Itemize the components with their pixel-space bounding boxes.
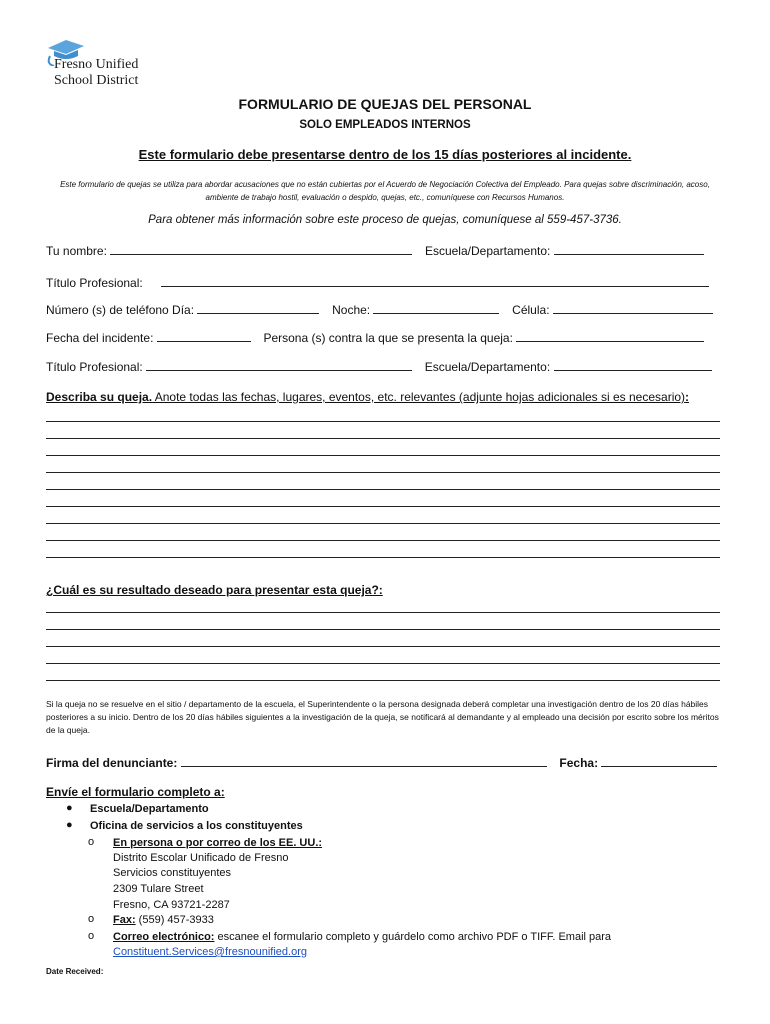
phone-day-field[interactable] <box>197 303 319 314</box>
form-title: FORMULARIO DE QUEJAS DEL PERSONAL <box>238 96 532 112</box>
title-label: Título Profesional: <box>46 276 143 290</box>
phone-cell-field[interactable] <box>553 303 713 314</box>
row-title-2 <box>46 360 726 374</box>
describe-line[interactable] <box>46 557 720 558</box>
mail-label: En persona o por correo de los EE. UU.: <box>113 837 323 849</box>
bullet-dot-icon: ● <box>66 819 73 831</box>
describe-line[interactable] <box>46 455 720 456</box>
signature-field[interactable] <box>181 756 547 767</box>
against-field[interactable] <box>516 331 704 342</box>
outcome-line[interactable] <box>46 629 720 630</box>
against-label: Persona (s) contra la que se presenta la queja: <box>263 331 513 345</box>
row-incident <box>46 331 726 345</box>
circle-bullet-icon: o <box>88 930 95 942</box>
row-title <box>46 276 726 290</box>
form-subtitle: SOLO EMPLEADOS INTERNOS <box>299 119 471 131</box>
fax-label: Fax: <box>113 914 136 926</box>
date-received: Date Received: <box>46 967 104 976</box>
phone-label: Número (s) de teléfono Día: <box>46 303 195 317</box>
logo-line-1: Fresno Unified <box>54 57 139 72</box>
date-field[interactable] <box>601 756 717 767</box>
describe-line[interactable] <box>46 489 720 490</box>
describe-colon: : <box>685 390 690 404</box>
outcome-label: ¿Cuál es su resultado deseado para presentar esta queja?: <box>46 583 383 597</box>
signature-label: Firma del denunciante: <box>46 756 178 770</box>
fax-value: (559) 457-3933 <box>135 914 214 926</box>
describe-line[interactable] <box>46 506 720 507</box>
address-line-3: 2309 Tulare Street <box>113 883 204 895</box>
describe-line[interactable] <box>46 421 720 422</box>
school-label: Escuela/Departamento: <box>424 244 551 258</box>
night-label: Noche: <box>332 303 371 317</box>
resolution-note: Si la queja no se resuelve en el sitio / departamento de la escuela, el Superintendente o la persona designada deberá completar una investigación dentro de los 20 días hábiles posteriores a su inicio. Dentro de los 20 días hábiles siguientes a la investigación de la queja, se notificará al demandante y al empleado una decisión por escrito sobre los méritos de la queja. <box>46 699 719 735</box>
logo-line-2: School District <box>54 73 139 88</box>
address-line-2: Servicios constituyentes <box>113 867 231 879</box>
describe-line[interactable] <box>46 523 720 524</box>
email-text: escanee el formulario completo y guárdelo como archivo PDF o TIFF. Email para <box>214 931 612 943</box>
address-line-1: Distrito Escolar Unificado de Fresno <box>113 852 289 864</box>
name-field[interactable] <box>110 244 412 255</box>
email-row <box>113 930 611 945</box>
email-link-row <box>113 945 307 960</box>
school-field[interactable] <box>554 244 704 255</box>
fax-row <box>113 913 214 928</box>
send-heading: Envíe el formulario completo a: <box>46 785 225 799</box>
circle-bullet-icon: o <box>88 836 95 848</box>
incident-date-label: Fecha del incidente: <box>46 331 154 345</box>
bullet-dot-icon: ● <box>66 802 73 814</box>
outcome-line[interactable] <box>46 646 720 647</box>
describe-heading <box>46 390 689 404</box>
phone-night-field[interactable] <box>373 303 499 314</box>
info-contact: Para obtener más información sobre este proceso de quejas, comuníquese al 559-457-3736. <box>148 214 622 226</box>
signature-row <box>46 756 717 770</box>
outcome-heading <box>46 583 383 597</box>
deadline-notice: Este formulario debe presentarse dentro de los 15 días posteriores al incidente. <box>138 147 632 162</box>
outcome-line[interactable] <box>46 680 720 681</box>
email-link[interactable]: Constituent.Services@fresnounified.org <box>113 946 307 958</box>
row-name <box>46 244 726 258</box>
title2-field[interactable] <box>146 360 412 371</box>
row-phone <box>46 303 726 317</box>
describe-line[interactable] <box>46 540 720 541</box>
email-label: Correo electrónico: <box>113 931 215 943</box>
describe-label: Describa su queja. <box>46 390 153 404</box>
title-field[interactable] <box>161 276 709 287</box>
describe-line[interactable] <box>46 472 720 473</box>
send-bullet-office: Oficina de servicios a los constituyentes <box>90 820 303 832</box>
school2-field[interactable] <box>554 360 712 371</box>
describe-line[interactable] <box>46 438 720 439</box>
date-label: Fecha: <box>559 756 599 770</box>
send-bullet-school: Escuela/Departamento <box>90 803 209 815</box>
name-label: Tu nombre: <box>46 244 107 258</box>
intro-text: Este formulario de quejas se utiliza para abordar acusaciones que no están cubiertas por el Acuerdo de Negociación Colectiva del Empleado. Para quejas sobre discriminación, acoso, ambiente de trabajo hostil, evaluación o despido, quejas, etc., comuníquese con Recursos Humanos. <box>60 180 710 202</box>
outcome-line[interactable] <box>46 612 720 613</box>
circle-bullet-icon: o <box>88 913 95 925</box>
incident-date-field[interactable] <box>157 331 251 342</box>
describe-text: Anote todas las fechas, lugares, eventos, etc. relevantes (adjunte hojas adicionales si es necesario) <box>152 390 686 404</box>
district-logo <box>44 36 154 92</box>
title2-label: Título Profesional: <box>46 360 143 374</box>
address-line-4: Fresno, CA 93721-2287 <box>113 899 230 911</box>
cell-label: Célula: <box>512 303 550 317</box>
outcome-line[interactable] <box>46 663 720 664</box>
school2-label: Escuela/Departamento: <box>424 360 551 374</box>
